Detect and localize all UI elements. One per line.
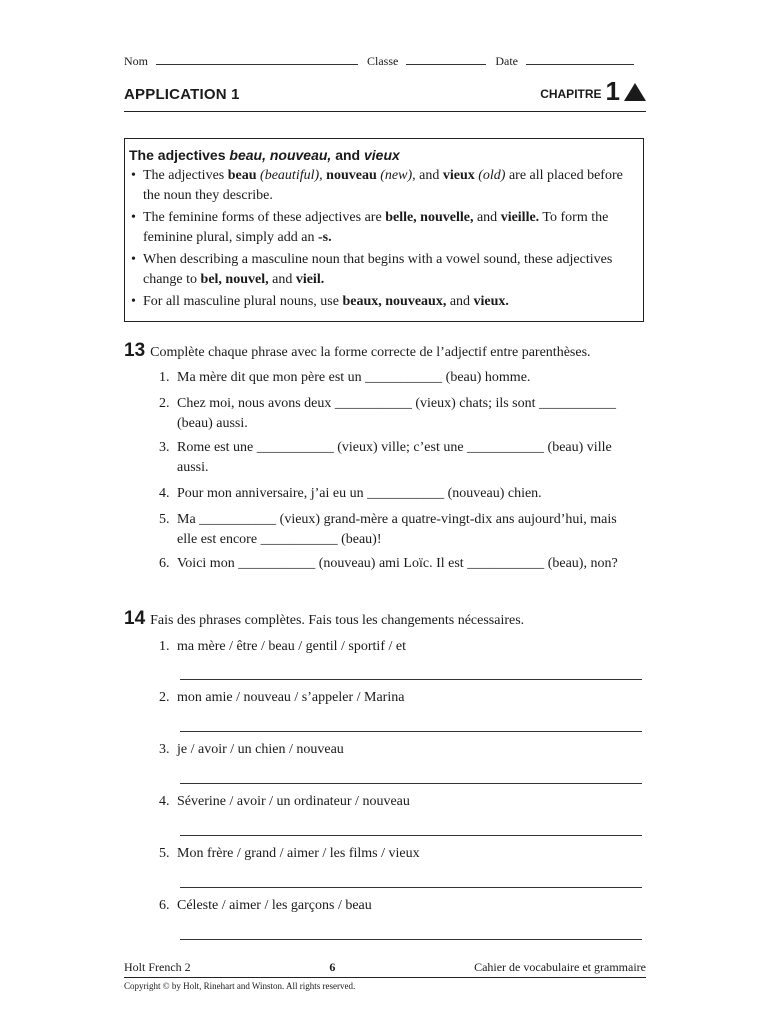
- classe-label: Classe: [367, 54, 399, 68]
- grammar-bullet-4: • For all masculine plural nouns, use beaux, nouveaux, and vieux.: [129, 292, 635, 312]
- application-title: APPLICATION 1: [124, 86, 240, 103]
- chapter-marker: [540, 78, 646, 104]
- grammar-bullet-1: • The adjectives beau (beautiful), nouveau (new), and vieux (old) are all placed before the noun they describe.: [129, 166, 635, 206]
- grammar-bullet-3: • When describing a masculine noun that begins with a vowel sound, these adjectives change to bel, nouvel, and vieil.: [129, 250, 635, 290]
- exercise-13-item[interactable]: 1. Ma mère dit que mon père est un ___________ (beau) homme.: [159, 370, 531, 385]
- student-info-fields: [124, 54, 644, 69]
- exercise-13-heading: [124, 340, 591, 362]
- answer-line[interactable]: [180, 731, 642, 732]
- page-number: 6: [329, 960, 336, 974]
- exercise-13-item[interactable]: 5. Ma ___________ (vieux) grand-mère a quatre-vingt-dix ans aujourd’hui, mais elle est encore ___________ (beau)!: [159, 512, 617, 547]
- answer-line[interactable]: [180, 887, 642, 888]
- exercise-instruction: Complète chaque phrase avec la forme correcte de l’adjectif entre parenthèses.: [150, 345, 591, 360]
- exercise-14-prompt: 6. Céleste / aimer / les garçons / beau: [159, 898, 372, 913]
- exercise-14-prompt: 2. mon amie / nouveau / s’appeler / Marina: [159, 690, 405, 705]
- copyright-notice: Copyright © by Holt, Rinehart and Winston. All rights reserved.: [124, 981, 356, 991]
- exercise-13-item[interactable]: 3. Rome est une ___________ (vieux) ville; c’est une ___________ (beau) ville aussi.: [159, 440, 612, 475]
- workbook-title: Cahier de vocabulaire et grammaire: [474, 960, 646, 974]
- answer-line[interactable]: [180, 835, 642, 836]
- answer-line[interactable]: [180, 939, 642, 940]
- date-field[interactable]: [526, 54, 634, 65]
- exercise-instruction: Fais des phrases complètes. Fais tous les changements nécessaires.: [150, 613, 525, 628]
- chapter-number: 1: [605, 76, 620, 106]
- grammar-bullet-2: • The feminine forms of these adjectives are belle, nouvelle, and vieille. To form the feminine plural, simply add an -s.: [129, 208, 635, 248]
- exercise-14-prompt: 5. Mon frère / grand / aimer / les films / vieux: [159, 846, 420, 861]
- exercise-14-heading: [124, 608, 524, 630]
- exercise-14-prompt: 1. ma mère / être / beau / gentil / sportif / et: [159, 639, 406, 654]
- triangle-icon: [624, 83, 646, 101]
- header-rule: [124, 111, 646, 112]
- nom-field[interactable]: [156, 54, 358, 65]
- chapter-label: CHAPITRE: [540, 87, 602, 101]
- date-label: Date: [495, 54, 518, 68]
- grammar-box-title: The adjectives beau, nouveau, and vieux: [129, 147, 400, 163]
- exercise-13-item[interactable]: 2. Chez moi, nous avons deux ___________ (vieux) chats; ils sont ___________ (beau) aussi.: [159, 396, 617, 431]
- nom-label: Nom: [124, 54, 148, 68]
- classe-field[interactable]: [406, 54, 486, 65]
- page-footer: [124, 960, 646, 978]
- answer-line[interactable]: [180, 679, 642, 680]
- exercise-13-item[interactable]: 4. Pour mon anniversaire, j’ai eu un ___________ (nouveau) chien.: [159, 486, 542, 501]
- book-title: Holt French 2: [124, 960, 191, 974]
- answer-line[interactable]: [180, 783, 642, 784]
- exercise-13-item[interactable]: 6. Voici mon ___________ (nouveau) ami Loïc. Il est ___________ (beau), non?: [159, 556, 618, 571]
- grammar-note-box: [124, 138, 644, 322]
- exercise-14-prompt: 3. je / avoir / un chien / nouveau: [159, 742, 344, 757]
- exercise-number: 13: [124, 340, 146, 361]
- exercise-number: 14: [124, 608, 146, 629]
- exercise-14-prompt: 4. Séverine / avoir / un ordinateur / nouveau: [159, 794, 410, 809]
